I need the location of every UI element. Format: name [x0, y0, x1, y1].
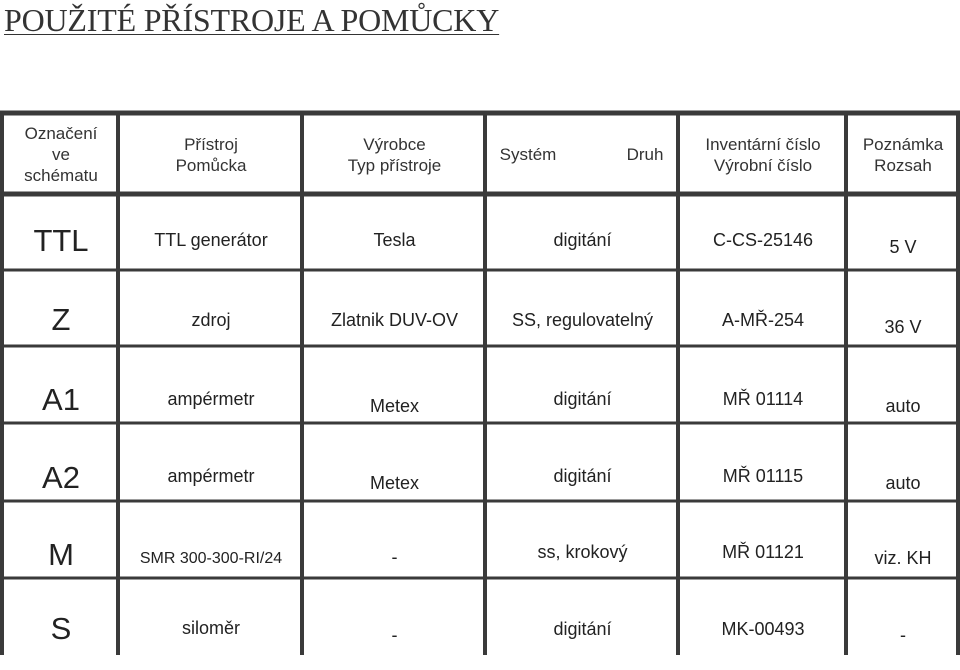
- row-z-instrument: zdroj: [191, 309, 231, 330]
- row-a1-code: A1: [42, 382, 80, 417]
- row-ttl-code: TTL: [33, 223, 89, 258]
- row-z-note: 36 V: [884, 316, 922, 337]
- row-s-maker: -: [391, 624, 398, 645]
- header-kind: Druh: [626, 145, 664, 164]
- row-a1-system: digitání: [553, 388, 612, 409]
- row-s-inventory: MK-00493: [721, 618, 805, 639]
- row-s-code: S: [50, 611, 72, 646]
- row-m-instrument: SMR 300-300-RI/24: [139, 550, 283, 567]
- row-a1-instrument: ampérmetr: [167, 388, 255, 409]
- header-inventory-line2: Výrobní číslo: [713, 155, 813, 175]
- header-code-line1: Označení: [24, 124, 98, 143]
- header-note-line2: Rozsah: [874, 155, 932, 175]
- row-z-code: Z: [51, 302, 71, 337]
- row-s-instrument: siloměr: [181, 617, 240, 638]
- row-m-inventory: MŘ 01121: [722, 541, 804, 562]
- header-maker: [304, 115, 485, 194]
- row-ttl-instrument: TTL generátor: [154, 229, 268, 250]
- header-note: [848, 115, 958, 194]
- row-z-system: SS, regulovatelný: [511, 309, 654, 330]
- row-m-maker: -: [391, 546, 398, 567]
- header-instrument-line1: Přístroj: [184, 134, 238, 154]
- header-instrument-line2: Pomůcka: [175, 155, 247, 175]
- row-ttl-system: digitání: [553, 229, 612, 250]
- row-a2-note: auto: [885, 472, 921, 493]
- row-s-system: digitání: [553, 618, 612, 639]
- header-code-line3: schématu: [24, 166, 98, 185]
- row-ttl-inventory: C-CS-25146: [712, 229, 814, 250]
- row-m-code: M: [48, 537, 74, 572]
- row-m-note: viz. KH: [874, 547, 932, 568]
- row-a2-maker: Metex: [369, 472, 420, 493]
- row-ttl-note: 5 V: [889, 236, 917, 257]
- header-system: Systém: [499, 145, 557, 164]
- header-inventory-line1: Inventární číslo: [705, 134, 821, 154]
- row-a2-system: digitání: [553, 465, 612, 486]
- page-title: POUŽITÉ PŘÍSTROJE A POMŮCKY: [4, 2, 500, 38]
- header-maker-line2: Typ přístroje: [347, 155, 442, 175]
- row-m-system: ss, krokový: [537, 541, 628, 562]
- header-instrument: [120, 115, 302, 194]
- row-a1-inventory: MŘ 01114: [722, 388, 804, 409]
- row-z-maker: Zlatnik DUV-OV: [330, 309, 459, 330]
- row-a2-code: A2: [42, 460, 80, 495]
- row-a1-note: auto: [885, 395, 921, 416]
- header-note-line1: Poznámka: [862, 134, 944, 154]
- header-maker-line1: Výrobce: [363, 134, 426, 154]
- row-s-note: -: [900, 624, 906, 645]
- row-a1-maker: Metex: [369, 395, 420, 416]
- header-code: [4, 115, 118, 194]
- row-a2-instrument: ampérmetr: [167, 465, 255, 486]
- row-ttl-maker: Tesla: [373, 229, 416, 250]
- header-code-line2: ve: [52, 145, 70, 164]
- row-a2-inventory: MŘ 01115: [722, 465, 804, 486]
- row-z-inventory: A-MŘ-254: [721, 309, 805, 330]
- header-inventory: [680, 115, 846, 194]
